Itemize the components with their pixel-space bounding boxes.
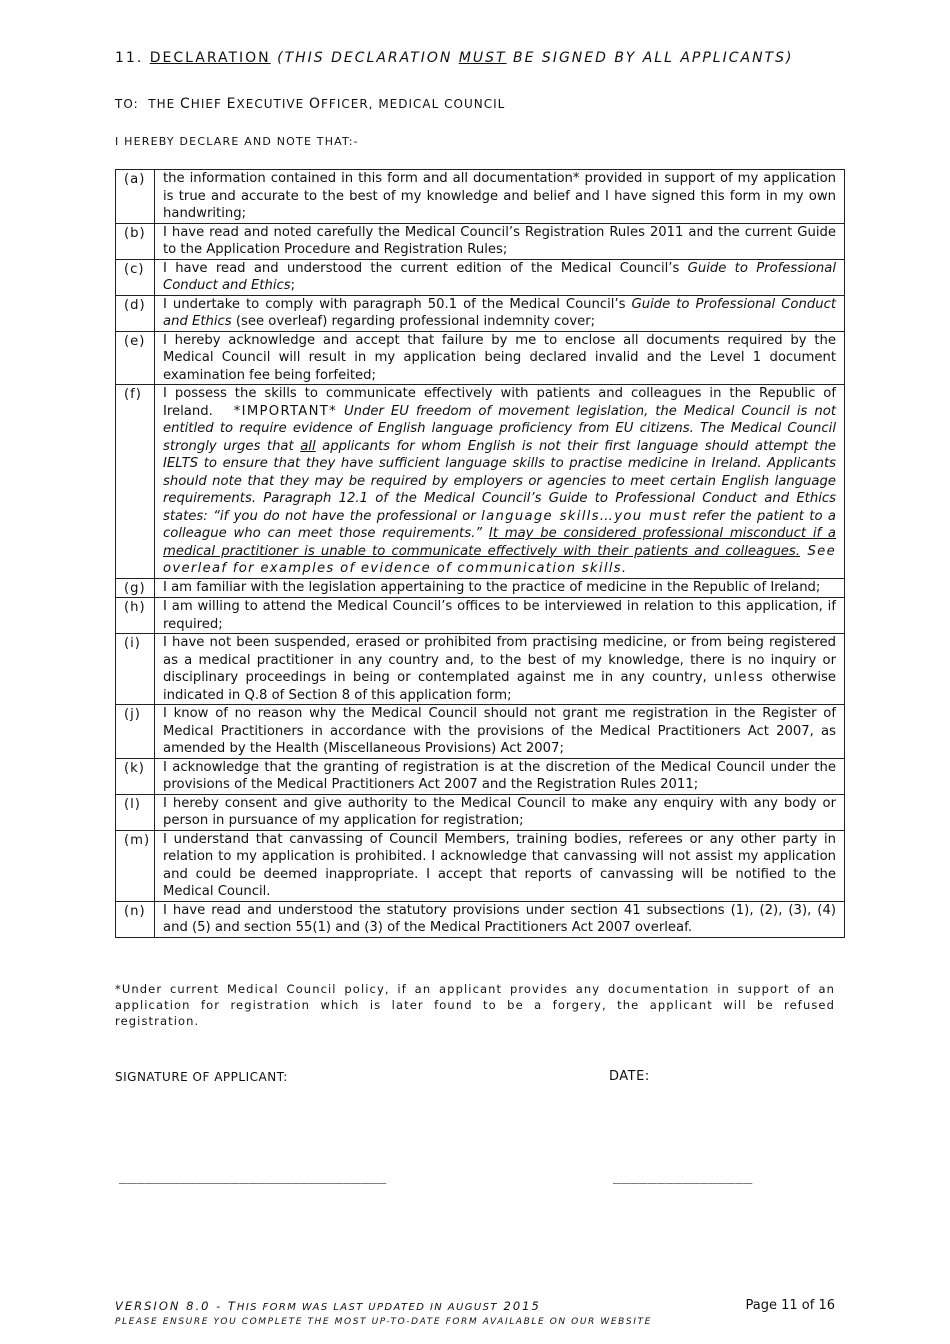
declaration-row-h: (h) I am willing to attend the Medical Council’s offices to be interviewed in relation to this application, if required; <box>116 598 845 634</box>
declaration-row-j: (j) I know of no reason why the Medical Council should not grant me registration in the Register of Medical Practitioners in accordance with the provisions of the Medical Practitioners Act 2007, as amended by the Health (Miscellaneous Provisions) Act 2007; <box>116 705 845 759</box>
version-info: VERSION 8.0 - THIS FORM WAS LAST UPDATED IN AUGUST 2015 <box>115 1299 541 1313</box>
declaration-row-f: (f) I possess the skills to communicate effectively with patients and colleagues in the Republic of Ireland. *IMPORTANT* Under EU freedom of movement legislation, the Medical Council is not entitled to require evidence of English language proficiency from EU citizens. The Medical Council strongly urges that all applicants for whom English is not their first language should attempt the IELTS to ensure that they have sufficient language skills to practise medicine in Ireland. Applicants should note that they may be required by employers or agencies to meet certain English language requirements. Paragraph 12.1 of the Medical Council’s Guide to Professional Conduct and Ethics states: “if you do not have the professional or language skills…you must refer the patient to a colleague who can meet those requirements.” It may be considered professional misconduct if a medical practitioner is unable to communicate effectively with their patients and colleagues. See overleaf for examples of evidence of communication skills. <box>116 385 845 579</box>
declaration-row-g: (g) I am familiar with the legislation appertaining to the practice of medicine in the Republic of Ireland; <box>116 578 845 598</box>
section-title: DECLARATION <box>149 50 271 66</box>
declaration-row-b: (b) I have read and noted carefully the Medical Council’s Registration Rules 2011 and the current Guide to the Application Procedure and Registration Rules; <box>116 223 845 259</box>
section-number: 11. <box>115 50 144 66</box>
declaration-row-e: (e) I hereby acknowledge and accept that failure by me to enclose all documents required by the Medical Council will result in my application being declared invalid and the Level 1 document examination fee being forfeited; <box>116 331 845 385</box>
heading-note-must: MUST <box>458 50 507 66</box>
date-label: DATE: <box>609 1069 650 1084</box>
forgery-footnote: *Under current Medical Council policy, if an applicant provides any documentation in support of an application for registration which is later found to be a forgery, the applicant will be refused registration. <box>115 982 835 1028</box>
addressee-line: TO: THE CHIEF EXECUTIVE OFFICER, MEDICAL COUNCIL <box>115 96 506 112</box>
declaration-row-i: (i) I have not been suspended, erased or prohibited from practising medicine, or from being registered as a medical practitioner in any country and, to the best of my knowledge, there is no inquiry or disciplinary proceedings in being or contemplated against me in any country, unless otherwise indicated in Q.8 of Section 8 of this application form; <box>116 634 845 705</box>
declaration-row-d: (d) I undertake to comply with paragraph 50.1 of the Medical Council’s Guide to Professional Conduct and Ethics (see overleaf) regarding professional indemnity cover; <box>116 295 845 331</box>
declaration-row-m: (m) I understand that canvassing of Council Members, training bodies, referees or any other party in relation to my application is prohibited. I acknowledge that canvassing will not assist my application and could be deemed inappropriate. I accept that reports of canvassing will be notified to the Medical Council. <box>116 830 845 901</box>
heading-note-end: BE SIGNED BY ALL APPLICANTS) <box>513 50 794 66</box>
signature-field[interactable]: _______________________________ <box>119 1168 387 1184</box>
declare-intro: I HEREBY DECLARE AND NOTE THAT:- <box>115 135 359 148</box>
website-notice: PLEASE ENSURE YOU COMPLETE THE MOST UP-TO-DATE FORM AVAILABLE ON OUR WEBSITE <box>115 1317 652 1327</box>
signature-label: SIGNATURE OF APPLICANT: <box>115 1070 288 1084</box>
declaration-row-a: (a) the information contained in this form and all documentation* provided in support of my application is true and accurate to the best of my knowledge and belief and I have signed this form in my own handwriting; <box>116 170 845 224</box>
heading-note-start: (THIS DECLARATION <box>277 50 453 66</box>
section-heading <box>115 50 793 66</box>
date-field[interactable]: ________________ <box>613 1168 753 1184</box>
declaration-row-l: (l) I hereby consent and give authority to the Medical Council to make any enquiry with any body or person in pursuance of my application for registration; <box>116 794 845 830</box>
declaration-row-n: (n) I have read and understood the statutory provisions under section 41 subsections (1), (2), (3), (4) and (5) and section 55(1) and (3) of the Medical Practitioners Act 2007 overleaf. <box>116 901 845 937</box>
page-number: Page 11 of 16 <box>745 1298 835 1313</box>
declaration-row-c: (c) I have read and understood the current edition of the Medical Council’s Guide to Professional Conduct and Ethics; <box>116 259 845 295</box>
declaration-row-k: (k) I acknowledge that the granting of registration is at the discretion of the Medical Council under the provisions of the Medical Practitioners Act 2007 and the Registration Rules 2011; <box>116 758 845 794</box>
declaration-table <box>115 169 845 938</box>
